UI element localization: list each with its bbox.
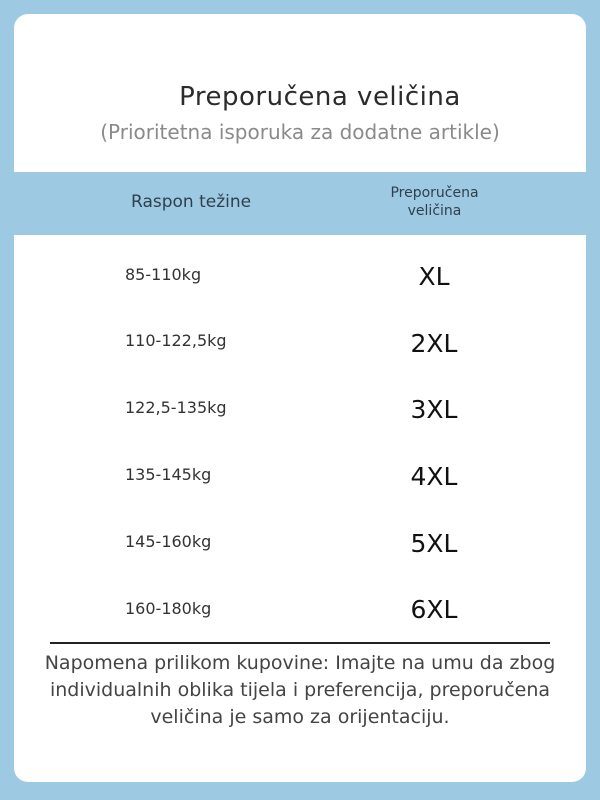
weight-cell: 110-122,5kg [125,331,227,350]
size-cell: XL [418,262,450,291]
size-cell: 3XL [410,395,458,424]
size-chart-card [14,14,586,782]
weight-cell: 85-110kg [125,265,202,284]
page-subtitle: (Prioritetna isporuka za dodatne artikle) [100,120,500,144]
size-cell: 2XL [410,329,458,358]
page-title: Preporučena veličina [179,82,461,112]
weight-cell: 135-145kg [125,465,212,484]
weight-cell: 122,5-135kg [125,398,227,417]
size-cell: 6XL [410,595,458,624]
divider-line [50,642,550,644]
size-cell: 5XL [410,529,458,558]
purchase-note: Napomena prilikom kupovine: Imajte na umu da zbog individualnih oblika tijela i preferencija, preporučena veličina je samo za orijentaciju. [44,652,556,728]
column-header-size: Preporučena veličina [390,185,479,219]
weight-cell: 160-180kg [125,599,212,618]
table-header [14,172,586,235]
weight-cell: 145-160kg [125,532,212,551]
column-header-weight: Raspon težine [131,192,252,212]
size-cell: 4XL [410,462,458,491]
